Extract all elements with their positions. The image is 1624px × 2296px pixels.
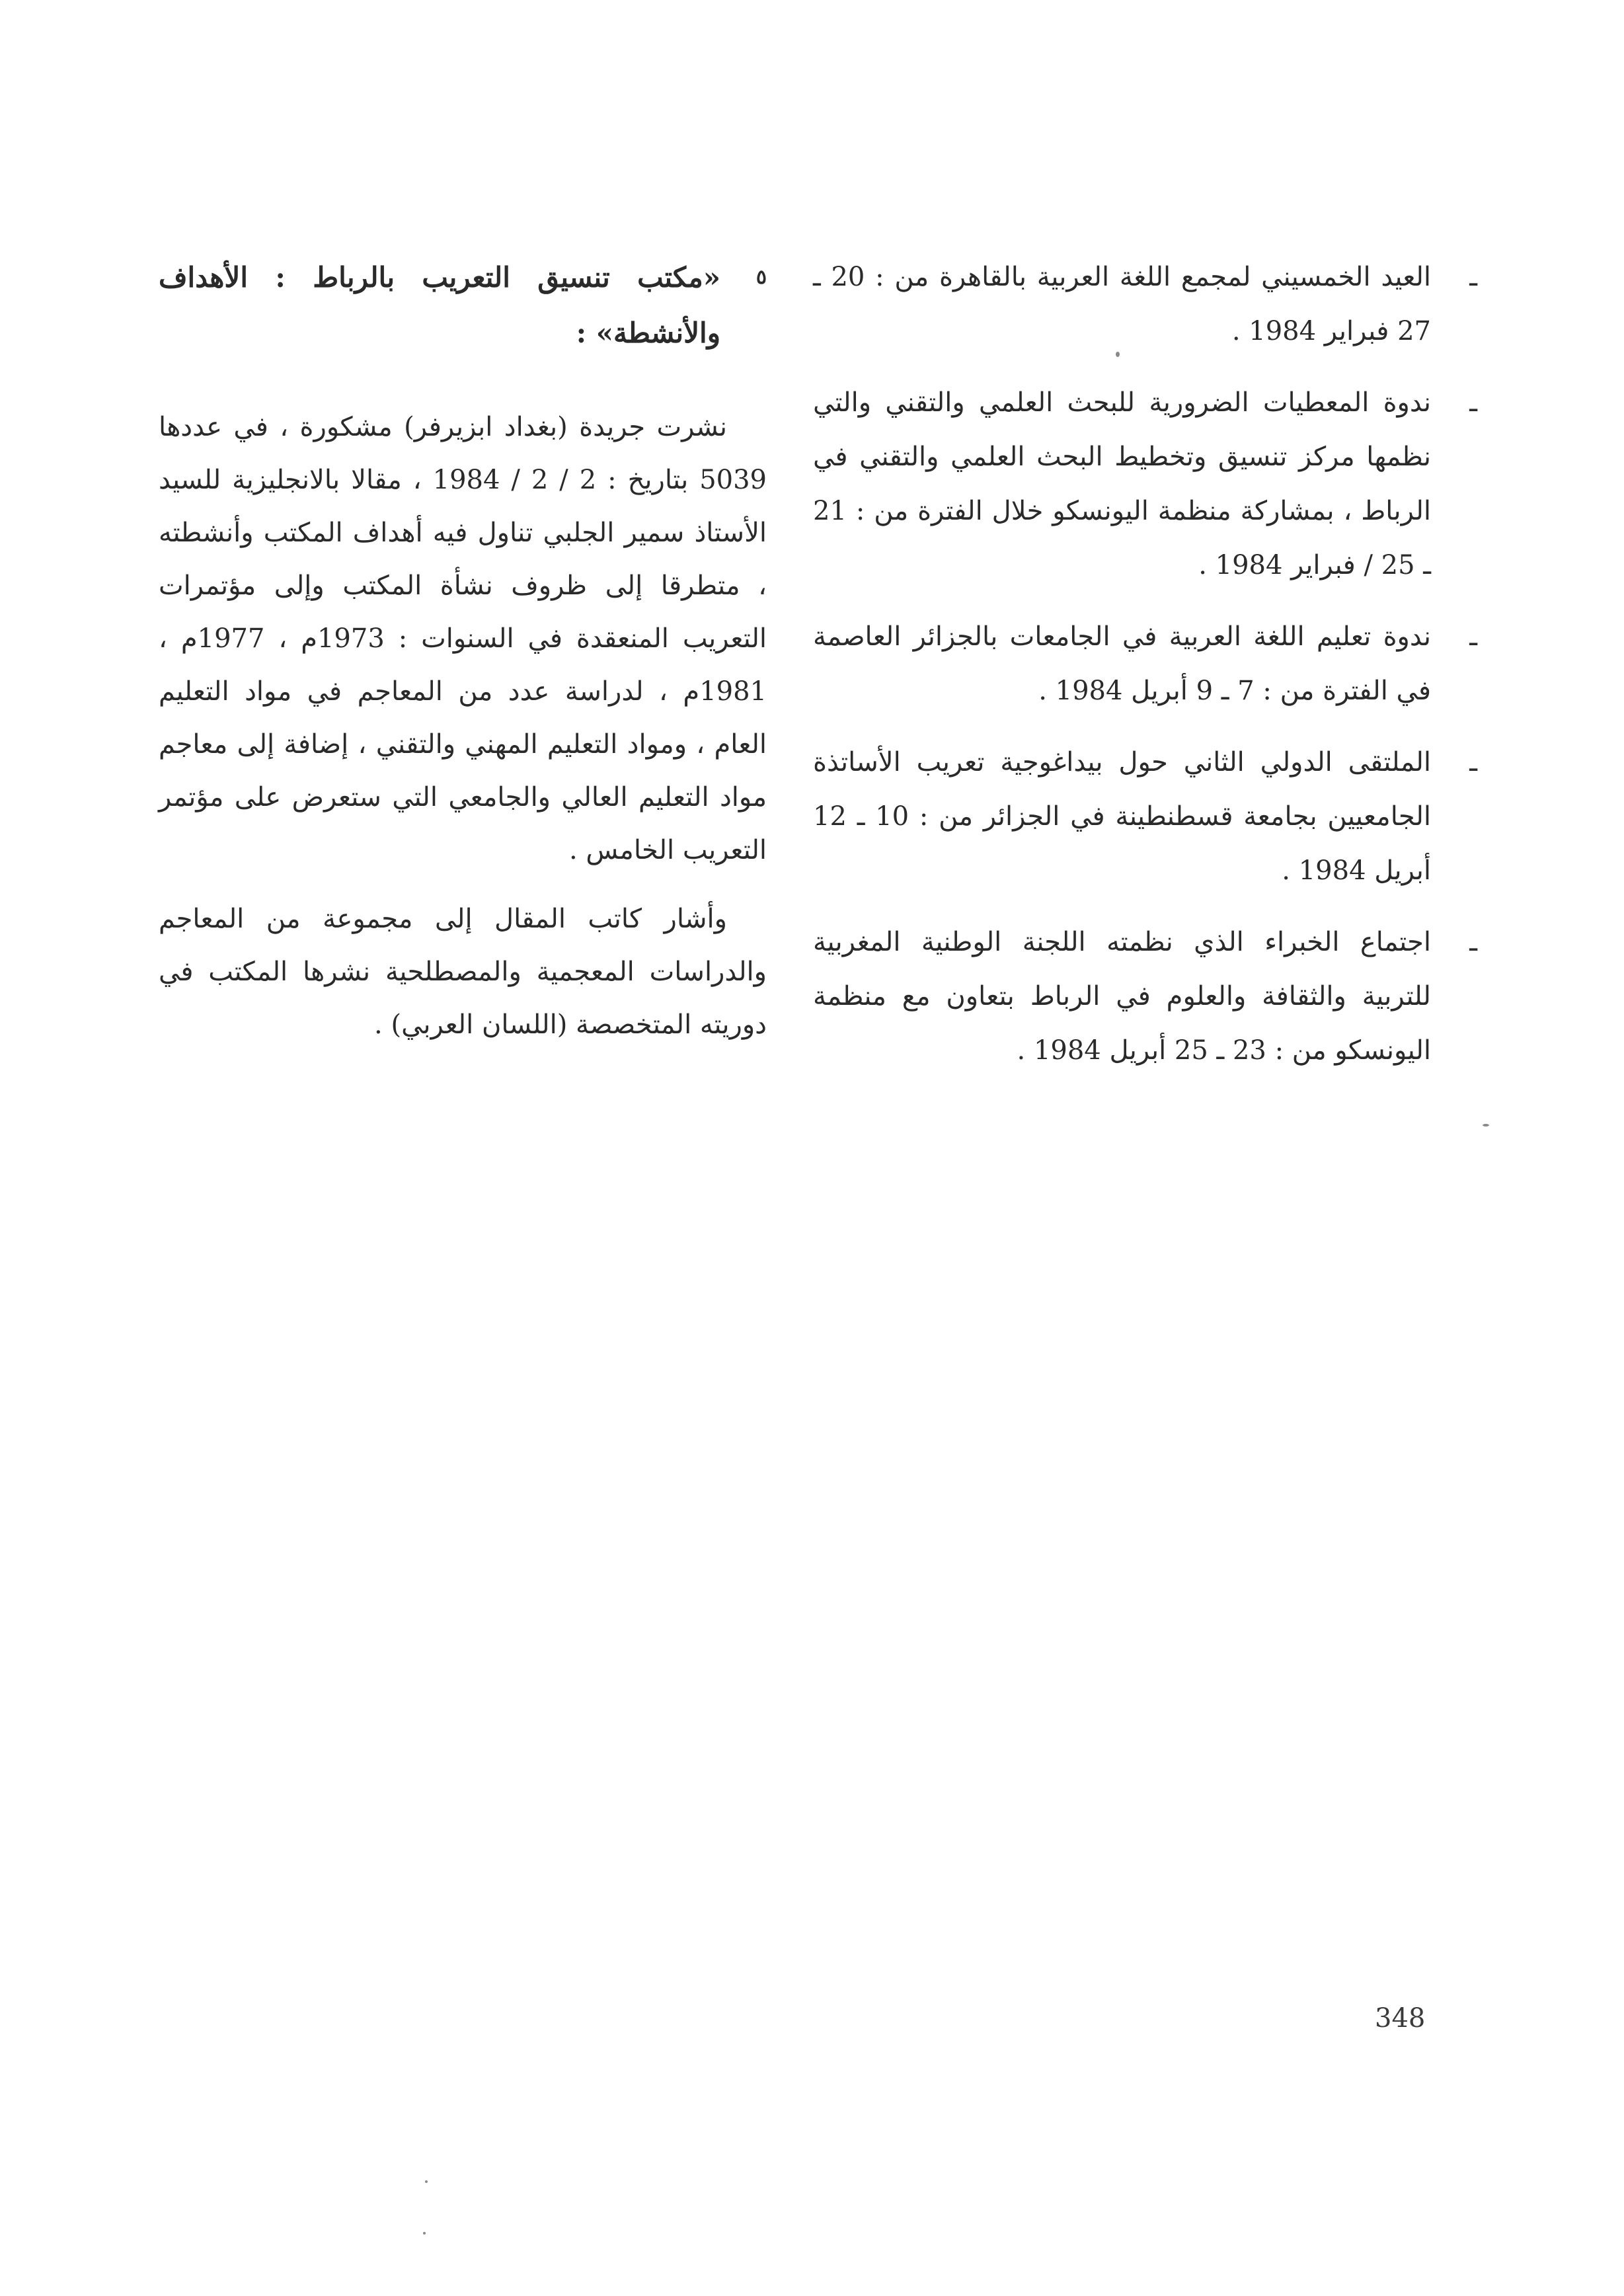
section-paragraph: نشرت جريدة (بغداد ابزيرفر) مشكورة ، في عددها 5039 بتاريخ : 2 / 2 / 1984 ، مقالا بالانجليزية للسيد الأستاذ سمير الجلبي تناول فيه أهداف المكتب وأنشطته ، متطرقا إلى ظروف نشأة المكتب وإلى مؤتمرات التعريب المنعقدة في السنوات : 1973م ، 1977م ، 1981م ، لدراسة عدد من المعاجم في مواد التعليم العام ، ومواد التعليم المهني والتقني ، إضافة إلى معاجم مواد التعليم العالي والجامعي التي ستعرض على مؤتمر التعريب الخامس . xyxy=(159,412,767,865)
dash-marker: ـ xyxy=(1469,387,1477,418)
dash-marker: ـ xyxy=(1469,262,1477,292)
dash-marker: ـ xyxy=(1469,621,1477,652)
event-item xyxy=(813,376,1477,592)
event-text: ندوة تعليم اللغة العربية في الجامعات بالجزائر العاصمة في الفترة من : 7 ـ 9 أبريل 1984 . xyxy=(813,621,1431,706)
scan-speck xyxy=(423,2232,426,2235)
section-paragraph: وأشار كاتب المقال إلى مجموعة من المعاجم والدراسات المعجمية والمصطلحية نشرها المكتب في دوريته المتخصصة (اللسان العربي) . xyxy=(159,904,767,1040)
events-list xyxy=(813,250,1477,1095)
event-text: اجتماع الخبراء الذي نظمته اللجنة الوطنية المغربية للتربية والثقافة والعلوم في الرباط بتعاون مع منظمة اليونسكو من : 23 ـ 25 أبريل 1984 . xyxy=(813,927,1431,1066)
scan-speck xyxy=(425,2180,428,2183)
event-item xyxy=(813,250,1477,358)
event-item xyxy=(813,610,1477,718)
page-number: 348 xyxy=(1375,2003,1426,2034)
section-bullet: ٥ xyxy=(755,266,767,289)
scan-speck xyxy=(1483,1124,1489,1127)
event-item xyxy=(813,915,1477,1078)
event-text: العيد الخمسيني لمجمع اللغة العربية بالقاهرة من : 20 ـ 27 فبراير 1984 . xyxy=(813,262,1431,346)
event-text: ندوة المعطيات الضرورية للبحث العلمي والتقني والتي نظمها مركز تنسيق وتخطيط البحث العلمي والتقني في الرباط ، بمشاركة منظمة اليونسكو خلال الفترة من : 21 ـ 25 / فبراير 1984 . xyxy=(813,387,1431,580)
section-heading xyxy=(159,250,767,361)
dash-marker: ـ xyxy=(1469,927,1477,957)
section-title-text: «مكتب تنسيق التعريب بالرباط : الأهداف والأنشطة» : xyxy=(159,261,720,349)
dash-marker: ـ xyxy=(1469,747,1477,777)
event-text: الملتقى الدولي الثاني حول بيداغوجية تعريب الأساتذة الجامعيين بجامعة قسطنطينة في الجزائر من : 10 ـ 12 أبريل 1984 . xyxy=(813,747,1431,886)
scan-speck xyxy=(1116,352,1120,357)
event-item xyxy=(813,735,1477,898)
bureau-section xyxy=(159,250,767,1067)
